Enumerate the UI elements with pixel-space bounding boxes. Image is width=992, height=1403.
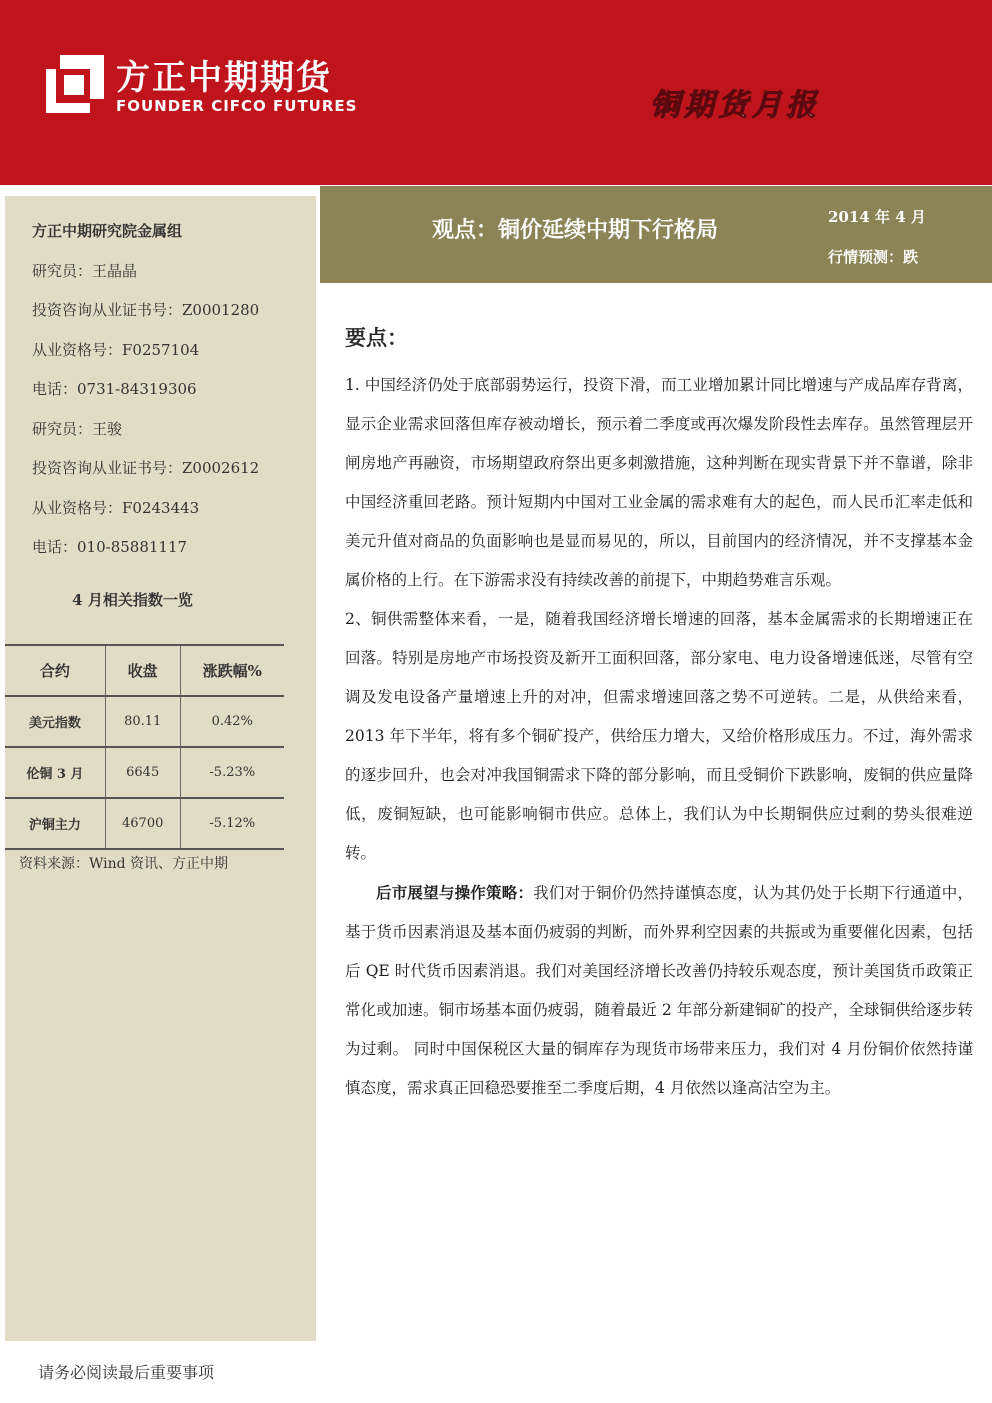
column-header: 收盘 <box>105 645 180 696</box>
table-row <box>5 798 284 849</box>
report-title: 铜期货月报 <box>650 88 820 123</box>
disclaimer-note: 请务必阅读最后重要事项 <box>38 1363 215 1382</box>
index-table-title: 4 月相关指数一览 <box>72 591 193 609</box>
sidebar <box>5 196 316 1341</box>
company-name-cn: 方正中期期货 <box>116 58 332 98</box>
analyst-certificate: 投资咨询从业证书号：Z0001280 <box>32 301 260 319</box>
report-date: 2014 年 4 月 <box>828 208 926 226</box>
table-row <box>5 696 284 747</box>
table-row <box>5 747 284 798</box>
analyst-qualification: 从业资格号：F0243443 <box>32 499 200 517</box>
view-title: 观点：铜价延续中期下行格局 <box>432 217 719 243</box>
data-source: 资料来源：Wind 资讯、方正中期 <box>19 856 229 872</box>
analyst-name: 研究员：王晶晶 <box>32 262 138 280</box>
strategy-lead: 后市展望与操作策略： <box>376 883 534 902</box>
founder-logo-icon <box>46 55 104 113</box>
analyst-name: 研究员：王骏 <box>32 420 123 438</box>
main-content <box>345 322 973 1108</box>
analyst-qualification: 从业资格号：F0257104 <box>32 341 200 359</box>
table-header-row <box>5 645 284 696</box>
paragraph: 2、铜供需整体来看，一是，随着我国经济增长增速的回落，基本金属需求的长期增速正在回落。特别是房地产市场投资及新开工面积回落，部分家电、电力设备增速低迷，尽管有空调及发电设备产量增速上升的对冲，但需求增速回落之势不可逆转。二是，从供给来看，2013 年下半年，将有多个铜矿投产，供给压力增大，又给价格形成压力。不过，海外需求的逐步回升，也会对冲我国铜需求下降的部分影响，而且受铜价下跌影响，废铜的供应量降低，废铜短缺，也可能影响铜市供应。总体上，我们认为中长期铜供应过剩的势头很难逆转。 <box>345 610 973 862</box>
company-name-en: FOUNDER CIFCO FUTURES <box>116 97 358 115</box>
close-cell: 6645 <box>105 747 180 798</box>
contract-cell: 美元指数 <box>5 696 105 747</box>
change-cell: 0.42% <box>180 696 284 747</box>
column-header: 涨跌幅% <box>180 645 284 696</box>
index-table <box>5 644 284 850</box>
strategy-body: 我们对于铜价仍然持谨慎态度，认为其仍处于长期下行通道中，基于货币因素消退及基本面仍疲弱的判断，而外界利空因素的共振或为重要催化因素，包括后 QE 时代货币因素消退。我们对美国经济增长改善仍持较乐观态度，预计美国货币政策正常化或加速。铜市场基本面仍疲弱，随着最近 2 年部分新建铜矿的投产，全球铜供给逐步转为过剩。 同时中国保税区大量的铜库存为现货市场带来压力，我们对 4 月份铜价依然持谨慎态度，需求真正回稳恐要推至二季度后期，4 月依然以逢高沽空为主。 <box>345 884 973 1097</box>
forecast-label: 行情预测：跌 <box>828 248 919 266</box>
analyst-certificate: 投资咨询从业证书号：Z0002612 <box>32 459 260 477</box>
contract-cell: 沪铜主力 <box>5 798 105 849</box>
close-cell: 46700 <box>105 798 180 849</box>
contract-cell: 伦铜 3 月 <box>5 747 105 798</box>
view-banner <box>320 186 992 283</box>
research-group: 方正中期研究院金属组 <box>32 222 183 240</box>
header-bar <box>0 0 992 185</box>
close-cell: 80.11 <box>105 696 180 747</box>
change-cell: -5.23% <box>180 747 284 798</box>
column-header: 合约 <box>5 645 105 696</box>
paragraph <box>345 873 973 1108</box>
change-cell: -5.12% <box>180 798 284 849</box>
analyst-phone: 电话：010-85881117 <box>32 538 188 556</box>
paragraph: 1. 中国经济仍处于底部弱势运行，投资下滑，而工业增加累计同比增速与产成品库存背离，显示企业需求回落但库存被动增长，预示着二季度或再次爆发阶段性去库存。虽然管理层开闸房地产再融资，市场期望政府祭出更多刺激措施，这种判断在现实背景下并不靠谱，除非中国经济重回老路。预计短期内中国对工业金属的需求难有大的起色，而人民币汇率走低和美元升值对商品的负面影响也是显而易见的，所以，目前国内的经济情况，并不支撑基本金属价格的上行。在下游需求没有持续改善的前提下，中期趋势难言乐观。 <box>345 376 973 589</box>
section-heading: 要点： <box>345 325 408 350</box>
analyst-phone: 电话：0731-84319306 <box>32 380 197 398</box>
